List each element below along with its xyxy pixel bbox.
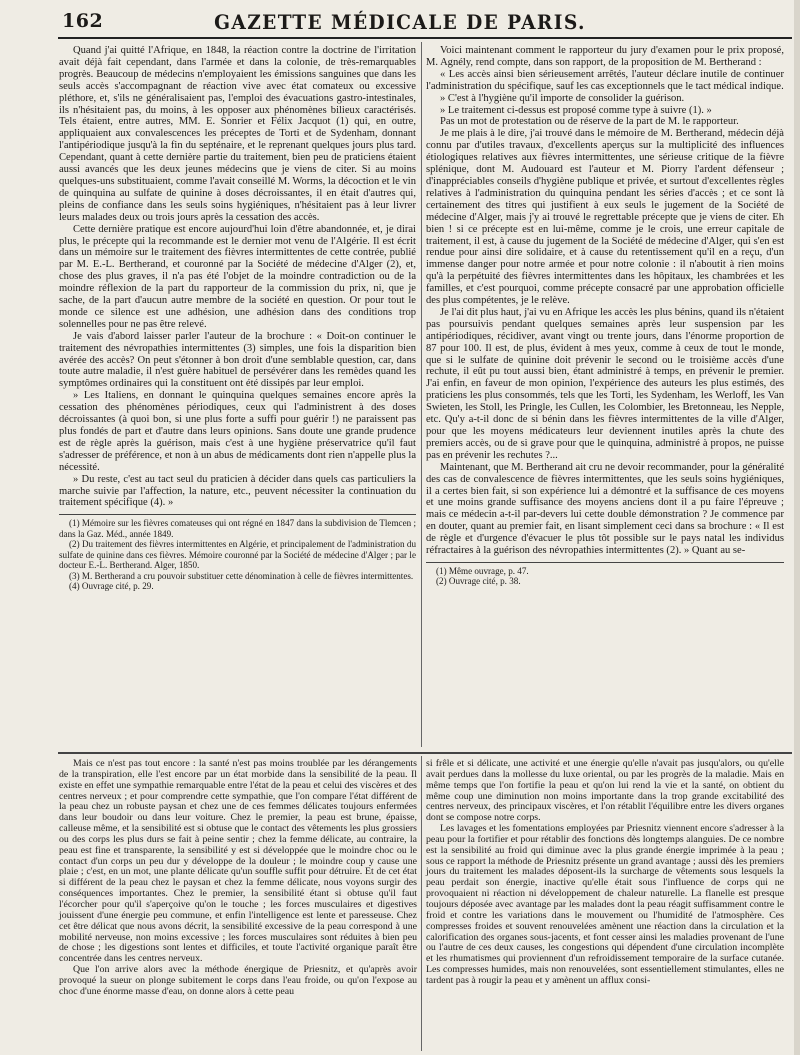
column-divider bbox=[421, 756, 422, 1051]
footnote-rule bbox=[426, 562, 784, 563]
paragraph: » Le traitement ci-dessus est proposé comme type à suivre (1). » bbox=[440, 104, 712, 116]
paragraph: Quand j'ai quitté l'Afrique, en 1848, la réaction contre la doctrine de l'irritation avait déjà fait cependant, dans l'armée et dans la colonie, de très-remarquables progrès. Beaucoup de médecins n'employaient les émissions sanguines que dans les seuls accès s'accompagnant de réaction vive avec état comateux ou excessive pléthore, et, s'ils ne généralisaient pas, l'emploi des évacuations gastro-intestinales, ils n'hésitaient pas, du moins, à les opposer aux phénomènes bilieux caractérisés. Tels étaient, entre autres, MM. E. Sonrier et Félix Jacquot (1) qui, en outre, appliquaient aux convalescences les préceptes de Torti et de Sydenham, donnant l'antipériodique jusqu'à la fin du septénaire, et le reprenant quelques jours plus tard. Cependant, quant à cette dernière partie du traitement, bien peu de praticiens étaient aussi avancés que les deux jeunes médecins que je viens de citer. Si au moins quelques-uns substituaient, comme l'avait conseillé M. Worms, la décoction et le vin de quinquina au sulfate de quinine à doses décroissantes, il en était d'autres qui, pleins de confiance dans les seuls soins hygiéniques, n'hésitaient pas à leur livrer leurs malades deux ou trois jours après la cessation des accès. bbox=[59, 45, 416, 223]
paragraph: Je me plais à le dire, j'ai trouvé dans le mémoire de M. Bertherand, médecin déjà connu par d'utiles travaux, d'excellents aperçus sur la multiplicité des influences étiologiques relatives aux fièvres intermittentes, une sérieuse critique de la fièvre splénique, dont M. Audouard est l'auteur et M. Piorry l'ardent défenseur ; d'inappréciables conseils d'hygiène publique et privée, et surtout d'excellentes règles relatives à l'administration du quinquina pendant les séries d'accès ; et ce sont là certainement des titres qui justifient à eux seuls le jugement de la Société de médecine d'Alger, mais j'y ai trouvé le regrettable précepte que je viens de citer. Eh bien ! si ce précepte est en lui-même, comme je le crois, une erreur capitale de traitement, il est, à cause du jugement de la Société de médecine d'Alger, qui s'en est rendue pour ainsi dire solidaire, et à cause du retentissement qu'il en a reçu, d'un immense danger pour notre armée et pour notre colonie : il n'aboutit à rien moins qu'à la perpétuité des fièvres intermittentes dans les hôpitaux, les chambrées et les familles, et c'est pourquoi, comme précepte consacré par une approbation officielle des plus compétentes, je le relève. bbox=[426, 128, 784, 307]
paragraph: Je vais d'abord laisser parler l'auteur de la brochure : « Doit-on continuer le traitement des névropathies intermittentes (3) simples, une fois la disparition bien avérée des accès? On peut s'étonner à bon droit d'une semblable question, car, dans toute autre maladie, il n'est guère habituel de persévérer dans les remèdes quand les symptômes ordinaires qui la constituent ont été dissipés par leur emploi. bbox=[59, 330, 416, 390]
paragraph: Je l'ai dit plus haut, j'ai vu en Afrique les accès les plus bénins, quand ils n'étaient pas poursuivis pendant quelques semaines après leur suspension par les antipériodiques, récidiver, avant vingt ou trente jours, dans l'énorme proportion de 87 pour 100. Il est, de plus, évident à mes yeux, comme à ceux de tout le monde, que si le sulfate de quinine doit prévenir le second ou le troisième accès d'une rechute, il eût pu tout aussi bien, étant administré à temps, en prévenir le premier. J'ai enfin, en faveur de mon opinion, l'expérience des auteurs les plus estimés, des praticiens les plus consommés, tels que les Torti, les Sydenham, les Werloff, les Van Swieten, les Stoll, les Pringle, les Cullen, les Colombier, les Bretonneau, les Nepple, etc. Qu'y a-t-il donc de si bénin dans les fièvres intermittentes de la ville d'Alger, pour que les moyens médicateurs leur deviennent inutiles après la chute des premiers accès, ou de si grave pour que le quinquina, administré à propos, ne puisse pas en prévenir les rechutes ?... bbox=[426, 306, 784, 461]
footnotes bbox=[426, 566, 784, 587]
paragraph: Les lavages et les fomentations employées par Priesnitz viennent encore s'adresser à la peau pour la fortifier et pour rétablir des fonctions dès longtemps alanguies. De ce nombre est la sensibilité au froid qui diminue avec la plus grande énergie imprimée à la peau ; sous ce rapport la méthode de Priesnitz présente un grand avantage ; aussi dès les premiers jours du traitement les malades déposent-ils la surcharge de vêtements sous lesquels la peau perdait son énergie, inactive qu'elle était sous l'influence de corps qui ne provoquaient ni réaction ni développement de chaleur naturelle. La flanelle est presque toujours déposée avec avantage par les malades dont la peau réagit suffisamment contre le froid et contre les variations dans le mouvement ou l'humidité de l'atmosphère. Ces compresses froides et souvent renouvelées amènent une réaction dans la circulation et la calorification des organes sous-jacents, et font cesser ainsi les maladies provenant de l'une ou l'autre de ces deux causes, les congestions qui dépendent d'une circulation incomplète et les rhumatismes qui proviennent d'un refroidissement temporaire de la surface cutanée. Les compresses humides, mais non renouvelées, sont essentiellement stimulantes, elles ne tardent pas à rougir la peau et y amènent un afflux consi- bbox=[426, 823, 784, 986]
column-divider bbox=[421, 42, 422, 747]
footnote: (1) Même ouvrage, p. 47. bbox=[436, 565, 529, 576]
footnote-rule bbox=[59, 514, 416, 515]
paragraph: » Les Italiens, en donnant le quinquina quelques semaines encore après la cessation des phénomènes périodiques, ceux qui l'administrent à des doses décroissantes (à quoi bon, si une plus forte a suffi pour guérir !) ne paraissent pas plus fondés de part et d'autre dans leurs opinions. Sans doute une grande prudence est de règle après la guérison, mais c'est à une hygiène préservatrice qu'il faut s'adresser de préférence, et non à un abus de médicaments dont rien n'appelle plus la nécessité. bbox=[59, 390, 416, 473]
paragraph: Pas un mot de protestation ou de réserve de la part de M. le rapporteur. bbox=[440, 116, 739, 128]
footnote: (4) Ouvrage cité, p. 29. bbox=[69, 581, 154, 592]
paragraph: Que l'on arrive alors avec la méthode énergique de Priesnitz, et qu'après avoir provoqué la sueur on plonge subitement le corps dans l'eau froide, ou qu'on l'expose au choc d'une énorme masse d'eau, on donne alors à cette peau bbox=[59, 964, 417, 997]
paragraph: Voici maintenant comment le rapporteur du jury d'examen pour le prix proposé, M. Agnély, rend compte, dans son rapport, de la proposition de M. Bertherand : bbox=[426, 45, 784, 68]
paragraph: si frêle et si délicate, une activité et une énergie qu'elle n'avait pas jusqu'alors, ou qu'elle avait perdues dans la mollesse du luxe oriental, ou par les progrès de la maladie. Mais en même temps que l'on fortifie la peau et qu'on lui rend la vie et la santé, on obtient du même coup une diminution non moins importante dans la trop grande excitabilité des centres nerveux, des principaux viscères, et l'on rétablit l'équilibre entre les divers organes dont se compose notre corps. bbox=[426, 758, 784, 824]
footnote: (2) Du traitement des fièvres intermittentes en Algérie, et principalement de l'administration du sulfate de quinine dans ces fièvres. Mémoire couronné par la Société de médecine d'Alger ; par le docteur E.-L. Bertherand. Alger, 1850. bbox=[59, 539, 416, 571]
footnotes bbox=[59, 518, 416, 592]
footnote: (2) Ouvrage cité, p. 38. bbox=[436, 576, 521, 587]
footnote: (1) Mémoire sur les fièvres comateuses qui ont régné en 1847 dans la subdivision de Tlemcen ; dans la Gaz. Méd., année 1849. bbox=[59, 518, 416, 539]
feuilleton-separator bbox=[58, 752, 792, 754]
page-edge bbox=[794, 0, 800, 1055]
paragraph: Cette dernière pratique est encore aujourd'hui loin d'être abandonnée, et, je dirai plus, le précepte qui la recommande est le dernier mot venu de l'Algérie. Il est écrit dans un mémoire sur le traitement des fièvres intermittentes de cette contrée, publié par M. E.-L. Bertherand, et couronné par la Société de médecine d'Alger (2), et, chose des plus graves, il n'a pas été l'objet de la moindre contradiction ou de la moindre réflexion de la part du rapporteur de la commission du prix, ni, que je sache, de la part d'aucun autre membre de la société en question. Or pour tout le monde ce silence est une adhésion, une adhésion dans des conditions trop solennelles pour ne pas être relevé. bbox=[59, 223, 416, 330]
bottom-right-column bbox=[426, 759, 784, 987]
paragraph: « Les accès ainsi bien sérieusement arrêtés, l'auteur déclare inutile de continuer l'administration du spécifique, sauf les cas exceptionnels que le tact médical indique. bbox=[426, 68, 784, 92]
journal-title: GAZETTE MÉDICALE DE PARIS. bbox=[214, 10, 586, 34]
top-left-column bbox=[59, 45, 416, 592]
top-right-column bbox=[426, 45, 784, 587]
paragraph: » C'est à l'hygiène qu'il importe de consolider la guérison. bbox=[440, 92, 685, 104]
paragraph: » Du reste, c'est au tact seul du praticien à décider dans quels cas particuliers la marche suivie par l'affection, la nature, etc., peuvent nécessiter la continuation du traitement spécifique (4). » bbox=[59, 473, 416, 509]
bottom-left-column bbox=[59, 759, 417, 998]
paragraph: Maintenant, que M. Bertherand ait cru ne devoir recommander, pour la généralité des cas de convalescence de fièvres intermittentes, que les seuls soins hygiéniques, il a certes bien fait, si son expérience lui a démontré et la suffisance de ces moyens et une moins grande suffisance des moyens anciens dont il a pu faire l'épreuve ; mais ce médecin a-t-il par-devers lui cette double démonstration ? Je commence par en douter, quant au premier fait, en lisant simplement ceci dans sa brochure : « Il est de règle et d'urgence d'évacuer le plus tôt possible sur le pays natal les individus réfractaires à la guérison des névropathies intermittentes (2). » Quant au se- bbox=[426, 461, 784, 557]
paragraph: Mais ce n'est pas tout encore : la santé n'est pas moins troublée par les dérangements de la transpiration, elle l'est encore par un état morbide dans la sensibilité de la peau. Il existe en effet une sympathie remarquable entre l'état de la peau et celui des viscères et des centres nerveux ; et pour comprendre cette sympathie, que l'on compare l'état différent de la peau chez un robuste paysan et chez une de ces femmes délicates toujours enfermées dans leur boudoir ou dans leur voiture. Chez le premier, la peau est brune, épaisse, calleuse même, et la sensibilité est si obtuse que le contact des vêtements les plus grossiers ou des corps les plus durs se fait à peine sentir ; chez la femme délicate, au contraire, la peau est fine et transparente, la sensibilité y est si développée que le moindre choc ou le contact d'un corps un peu dur y développe de la douleur ; le moindre coup y cause une plaie ; c'est, en un mot, une plante délicate qu'un souffle suffit pour détruire. Et de cet état si différent de la peau chez le paysan et chez la femme délicate, nous voyons surgir des conséquences importantes. Chez le premier, la sensibilité étant si obtuse qu'il faut l'écorcher pour qu'il s'aperçoive qu'on le touche ; les forces musculaires et digestives jouissent d'une énergie peu commune, et enfin l'intelligence est lente et paresseuse. Chez cet être délicat que nous avons décrit, la sensibilité excessive de la peau correspond à une mobilité nerveuse, non moins excessive ; les forces musculaires sont réduites à bien peu de chose ; les digestions sont lentes et difficiles, et toute l'activité organique paraît être concentrée dans les centres nerveux. bbox=[59, 758, 417, 965]
footnote: (3) M. Bertherand a cru pouvoir substituer cette dénomination à celle de fièvres intermittentes. bbox=[69, 570, 414, 581]
page-number: 162 bbox=[62, 10, 104, 32]
header-rule bbox=[58, 37, 792, 39]
